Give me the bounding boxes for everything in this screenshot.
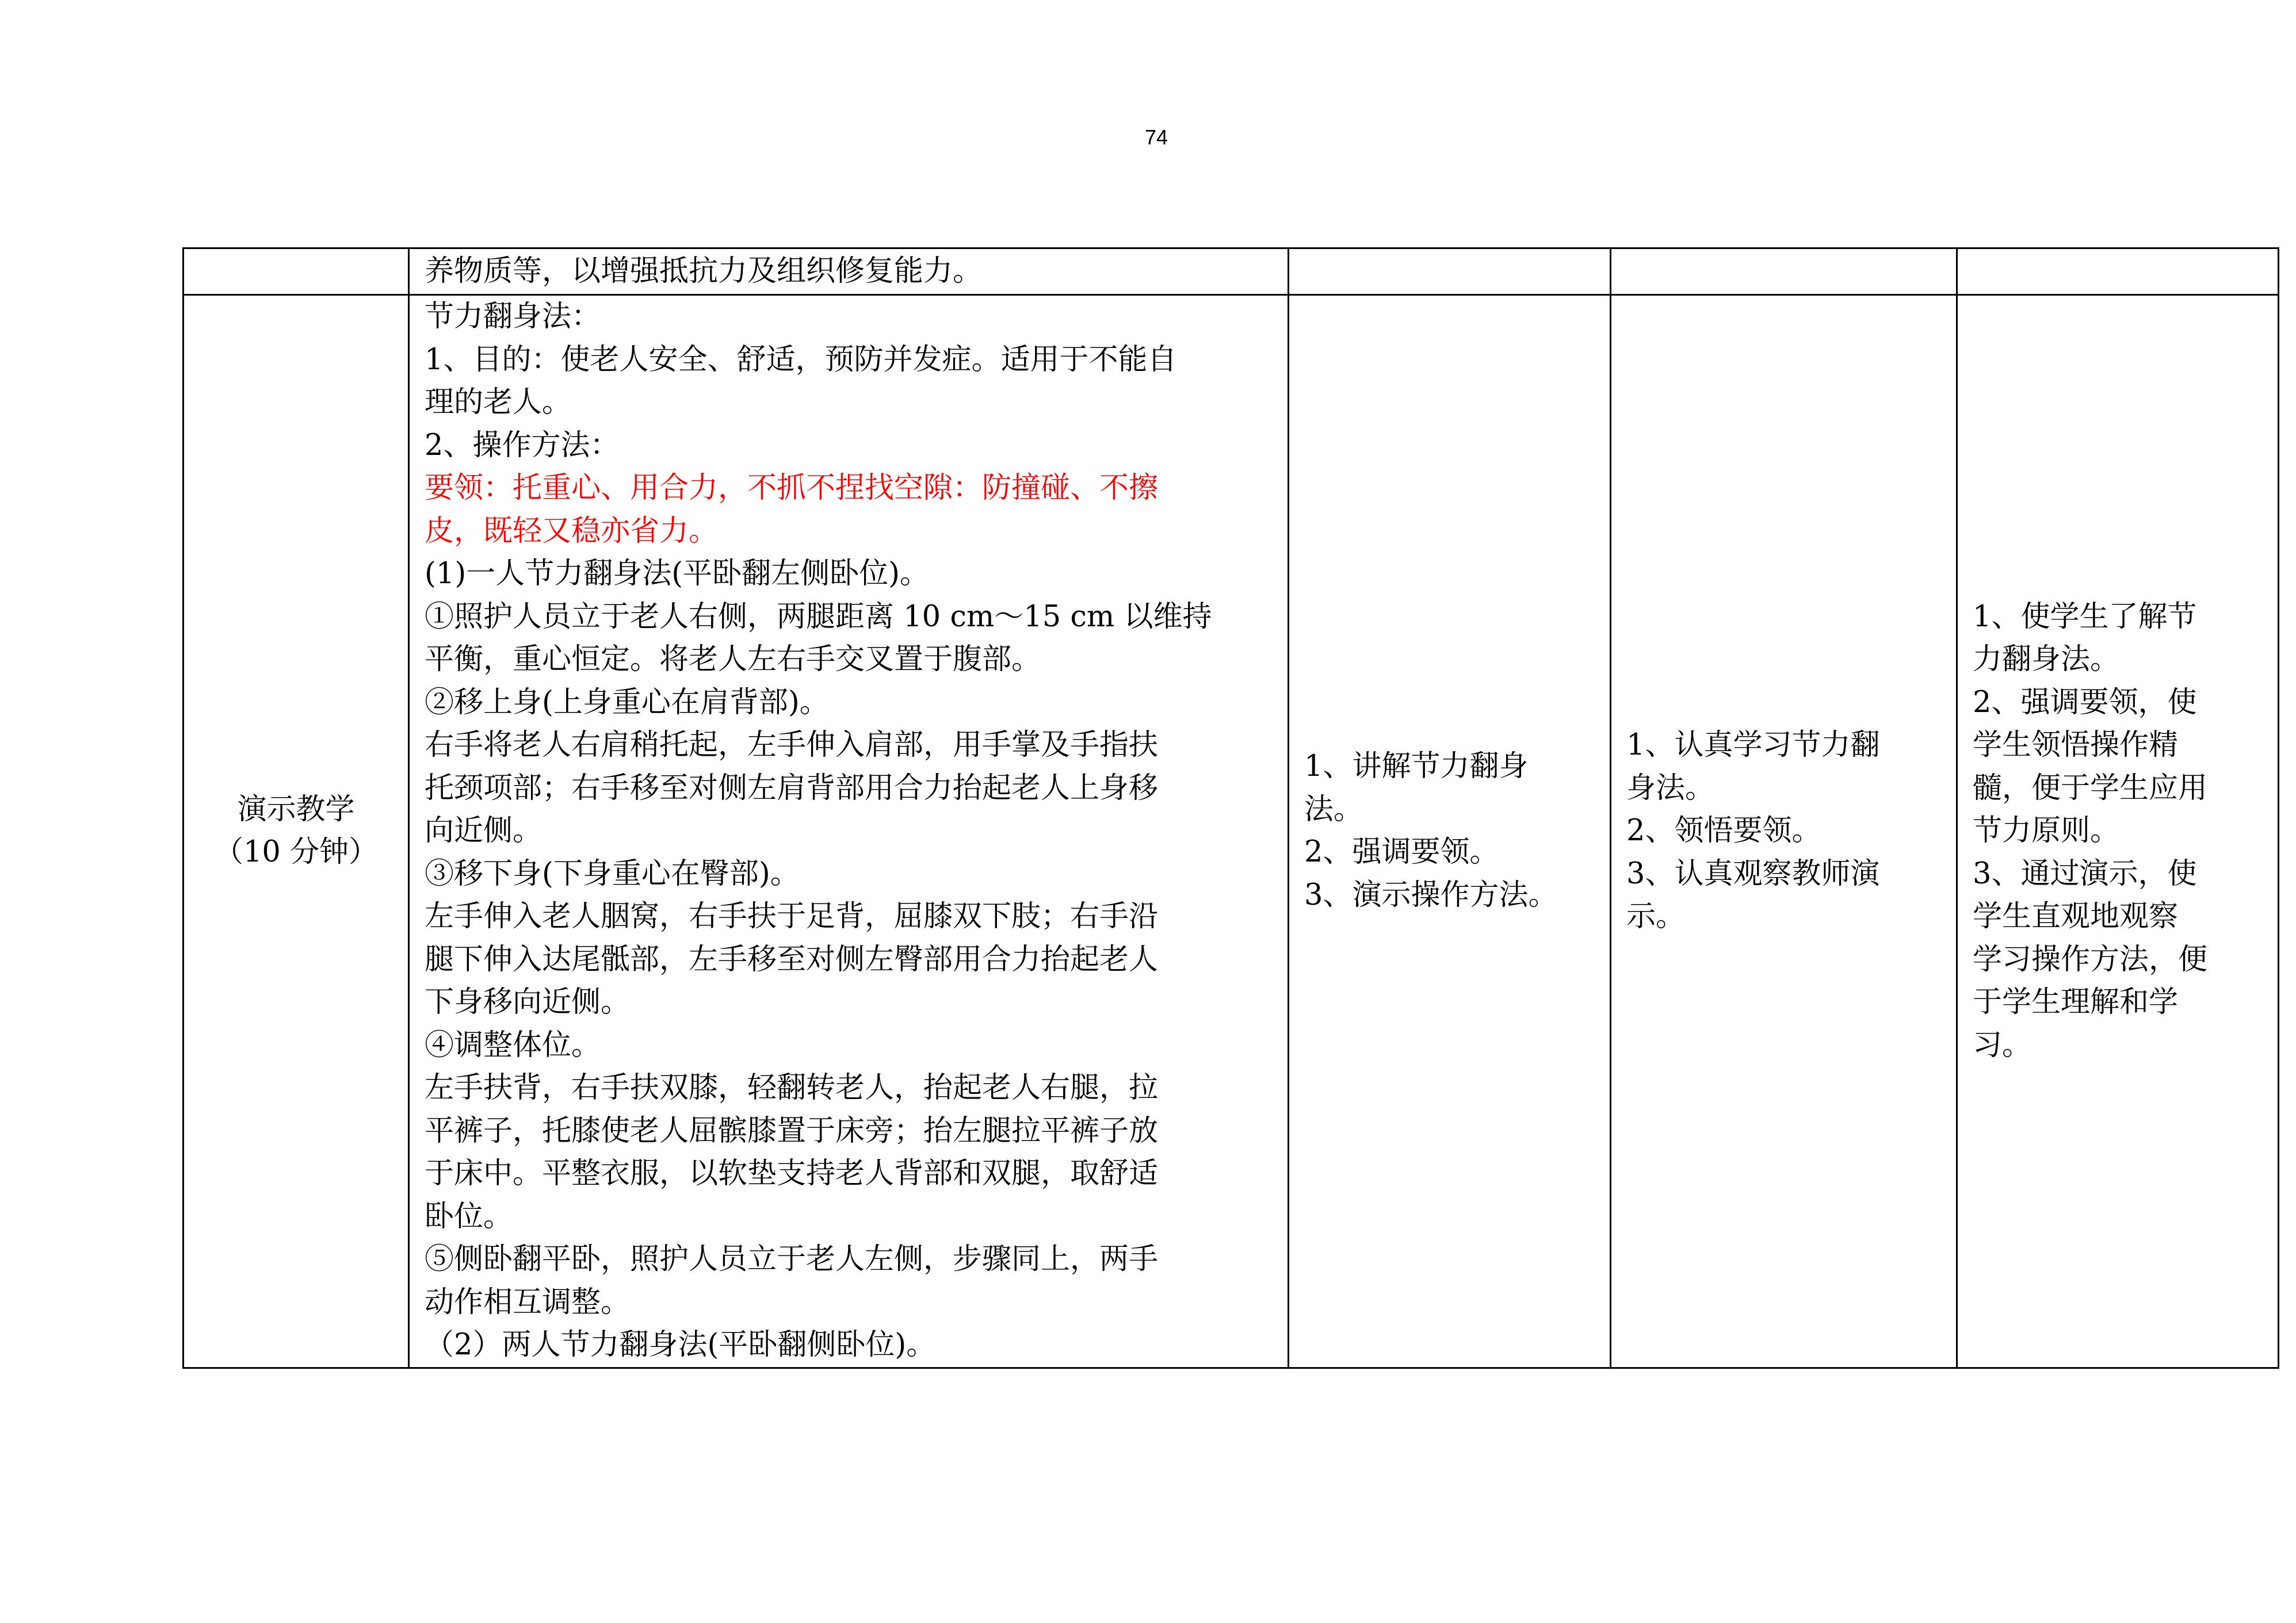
content-line: ④调整体位。 bbox=[425, 1028, 601, 1062]
content-cell bbox=[409, 248, 1289, 295]
teacher-activity-line: 3、演示操作方法。 bbox=[1304, 878, 1558, 912]
table-row bbox=[184, 295, 2279, 1368]
student-activity-line: 身法。 bbox=[1626, 771, 1715, 805]
design-purpose-cell bbox=[1957, 295, 2279, 1368]
teacher-activity-line: 2、强调要领。 bbox=[1304, 835, 1499, 870]
design-purpose-line: 3、通过演示，使 bbox=[1973, 856, 2197, 891]
content-line: ③移下身(下身重心在臀部)。 bbox=[425, 856, 800, 891]
teacher-activity-line: 法。 bbox=[1304, 792, 1363, 826]
design-purpose-cell bbox=[1957, 248, 2279, 295]
teacher-activity-line: 1、讲解节力翻身 bbox=[1304, 749, 1529, 784]
content-line: 动作相互调整。 bbox=[425, 1285, 631, 1319]
student-activity-cell bbox=[1611, 295, 1957, 1368]
table-row bbox=[184, 248, 2279, 295]
content-line: 养物质等，以增强抵抗力及组织修复能力。 bbox=[425, 254, 983, 288]
content-line: 托颈项部；右手移至对侧左肩背部用合力抬起老人上身移 bbox=[425, 771, 1159, 805]
design-purpose-line: 于学生理解和学 bbox=[1973, 985, 2179, 1019]
content-cell bbox=[409, 295, 1289, 1368]
content-line: 下身移向近侧。 bbox=[425, 985, 631, 1019]
content-line: 右手将老人右肩稍托起，左手伸入肩部，用手掌及手指扶 bbox=[425, 728, 1159, 762]
phase-duration: （10 分钟） bbox=[213, 835, 379, 870]
student-activity-line: 2、领悟要领。 bbox=[1626, 814, 1821, 848]
lesson-plan-table bbox=[182, 247, 2279, 1369]
content-line: ⑤侧卧翻平卧，照护人员立于老人左侧，步骤同上，两手 bbox=[425, 1242, 1159, 1276]
teacher-activity-cell bbox=[1289, 295, 1611, 1368]
content-line: 向近侧。 bbox=[425, 814, 543, 848]
content-line: 左手扶背，右手扶双膝，轻翻转老人，抬起老人右腿，拉 bbox=[425, 1071, 1159, 1105]
content-line: 腿下伸入达尾骶部，左手移至对侧左臀部用合力抬起老人 bbox=[425, 942, 1159, 977]
content-line: （2）两人节力翻身法(平卧翻侧卧位)。 bbox=[425, 1328, 936, 1362]
content-line: 卧位。 bbox=[425, 1199, 513, 1234]
design-purpose-line: 节力原则。 bbox=[1973, 814, 2120, 848]
student-activity-line: 示。 bbox=[1626, 899, 1686, 933]
student-activity-line: 1、认真学习节力翻 bbox=[1626, 728, 1880, 762]
content-line: 左手伸入老人胭窝，右手扶于足背，屈膝双下肢；右手沿 bbox=[425, 899, 1159, 933]
design-purpose-line: 学生直观地观察 bbox=[1973, 899, 2179, 933]
content-line: 平裤子，托膝使老人屈髌膝置于床旁；抬左腿拉平裤子放 bbox=[425, 1113, 1159, 1148]
design-purpose-line: 学生领悟操作精 bbox=[1973, 728, 2179, 762]
phase-cell bbox=[184, 295, 409, 1368]
page-number: 74 bbox=[1144, 125, 1168, 149]
content-line: (1)一人节力翻身法(平卧翻左侧卧位)。 bbox=[425, 557, 930, 591]
content-line: 2、操作方法： bbox=[425, 428, 620, 462]
phase-cell bbox=[184, 248, 409, 295]
content-line: 平衡，重心恒定。将老人左右手交叉置于腹部。 bbox=[425, 642, 1041, 676]
content-line: 节力翻身法： bbox=[425, 300, 601, 334]
student-activity-line: 3、认真观察教师演 bbox=[1626, 856, 1880, 891]
design-purpose-line: 力翻身法。 bbox=[1973, 642, 2120, 676]
key-points-line: 皮，既轻又稳亦省力。 bbox=[425, 514, 719, 548]
key-points-line: 要领：托重心、用合力，不抓不捏找空隙：防撞碰、不擦 bbox=[425, 471, 1159, 505]
content-line: ②移上身(上身重心在肩背部)。 bbox=[425, 685, 829, 719]
content-line: 理的老人。 bbox=[425, 385, 572, 419]
phase-label: 演示教学 bbox=[237, 792, 355, 826]
student-activity-cell bbox=[1611, 248, 1957, 295]
design-purpose-line: 2、强调要领，使 bbox=[1973, 685, 2197, 719]
design-purpose-line: 髓，便于学生应用 bbox=[1973, 771, 2208, 805]
design-purpose-line: 1、使学生了解节 bbox=[1973, 599, 2197, 634]
content-line: 1、目的：使老人安全、舒适，预防并发症。适用于不能自 bbox=[425, 342, 1177, 377]
design-purpose-line: 学习操作方法，便 bbox=[1973, 942, 2208, 977]
design-purpose-line: 习。 bbox=[1973, 1028, 2032, 1062]
teacher-activity-cell bbox=[1289, 248, 1611, 295]
content-line: 于床中。平整衣服，以软垫支持老人背部和双腿，取舒适 bbox=[425, 1157, 1159, 1191]
content-line: ①照护人员立于老人右侧，两腿距离 10 cm～15 cm 以维持 bbox=[425, 599, 1212, 634]
